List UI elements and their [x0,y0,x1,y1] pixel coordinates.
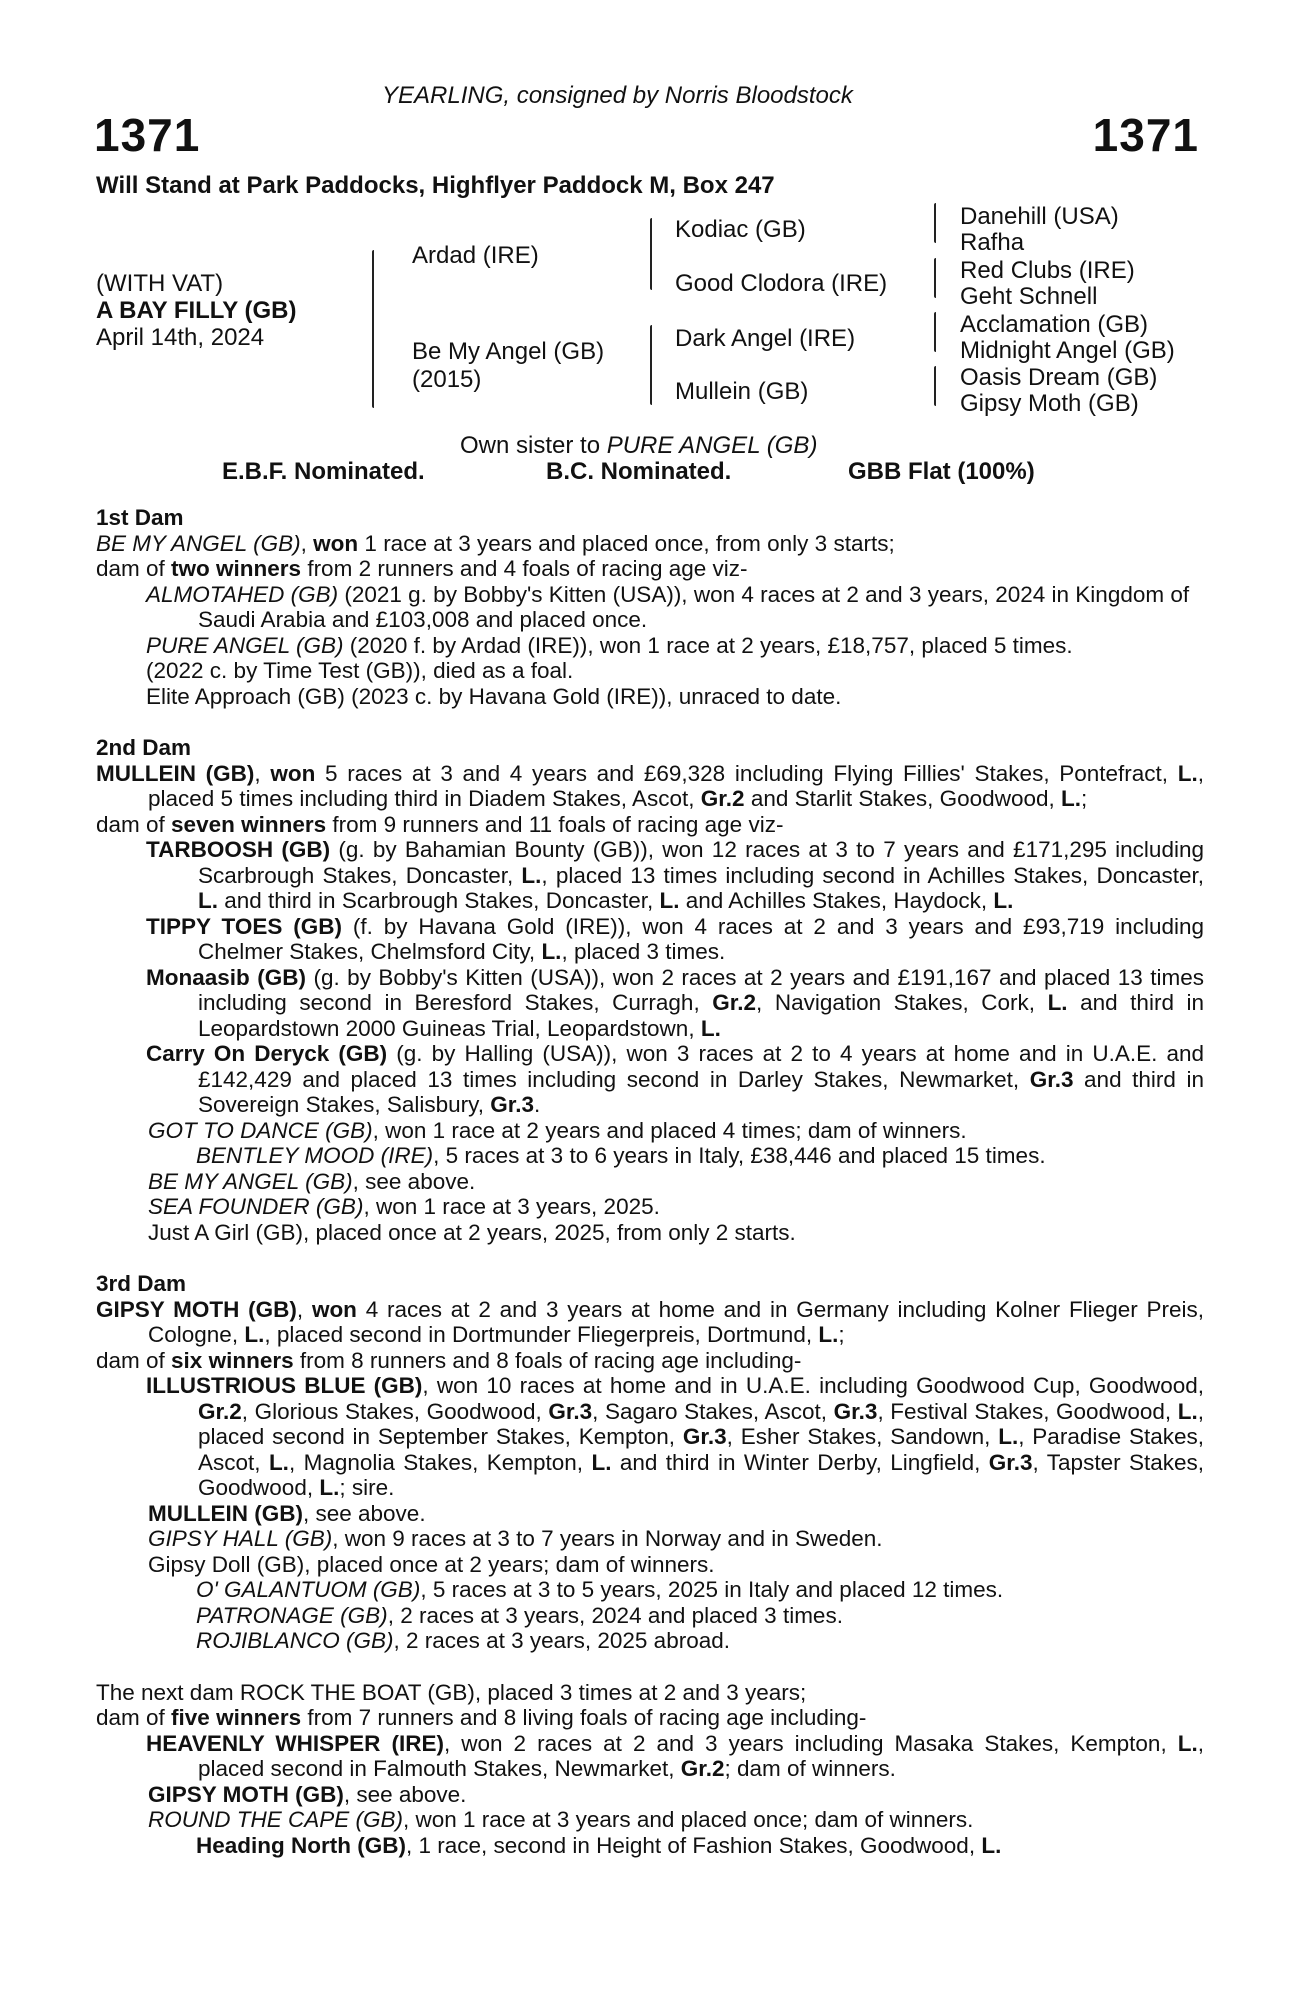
text-part: (f. by Havana Gold (IRE)), won 4 races at 2 and 3 years and £93,719 including Chelmer Stakes, Chelmsford City, [198,913,1204,964]
text-part: ; [838,1322,845,1347]
produce-record: , won 1 race at 3 years and placed once; dam of winners. [403,1807,974,1832]
dam-of-prefix: dam of [96,811,172,837]
produce-record: , 5 races at 3 to 5 years, 2025 in Italy and placed 12 times. [420,1577,1004,1602]
produce-record: , see above. [352,1168,476,1194]
first-dam-title: 1st Dam [96,505,184,530]
group-mark: Gr.2 [198,1398,242,1424]
text-part: , placed second in September Stakes, Kempton, [198,1398,1204,1449]
first-dam-line: BE MY ANGEL (GB), won 1 race at 3 years and placed once, from only 3 starts; [96,530,895,556]
pedigree-brace-g3 [934,312,936,352]
text-part: , placed 3 times. [561,939,726,964]
winners-count: seven winners [171,811,327,837]
dam-sections [96,505,1204,1858]
produce-bentley-mood [96,1143,1204,1169]
text-part: , won 10 races at home and in U.A.E. including Goodwood Cup, Goodwood, [422,1373,1204,1398]
text-part: ; [1081,786,1088,811]
grandsire-2: Rafha [960,229,1025,256]
dam-of-prefix: dam of [96,1347,172,1373]
text-part: (g. by Bahamian Bounty (GB)), won 12 races at 3 to 7 years and £171,295 including Scarbrough Stakes, Doncaster, [198,837,1204,888]
produce-record: , see above. [343,1781,467,1807]
lot-number-right: 1371 [1092,109,1199,161]
pedigree-brace-main [372,250,374,408]
won-word: won [311,1296,357,1322]
listed-mark: L. [818,1322,839,1347]
produce-name: ROUND THE CAPE (GB) [148,1807,404,1832]
text-part: 5 races at 3 and 4 years and £69,328 including Flying Fillies' Stakes, Pontefract, [315,760,1178,786]
horse-dob: April 14th, 2024 [96,324,265,351]
dam-name: Be My Angel (GB) [412,338,605,365]
text-part: , placed second in Falmouth Stakes, Newmarket, [198,1730,1204,1781]
listed-mark: L. [659,888,680,913]
text-part: , won 2 races at 2 and 3 years including Masaka Stakes, Kempton, [443,1730,1178,1756]
group-mark: Gr.2 [712,990,757,1015]
produce-gipsy-doll: Gipsy Doll (GB), placed once at 2 years; dam of winners. [148,1551,715,1577]
listed-mark: L. [998,1424,1019,1449]
produce-tarboosh [96,837,1204,914]
produce-record: , won 1 race at 2 years and placed 4 times; dam of winners. [372,1117,967,1143]
text-part: , Tapster Stakes, Goodwood, [198,1449,1205,1500]
produce-almotahed [96,582,1204,633]
second-dam-title: 2nd Dam [96,735,192,760]
text-part: , 1 race, second in Height of Fashion Stakes, Goodwood, [405,1832,982,1858]
dam-of-prefix: dam of [96,1705,172,1730]
listed-mark: L. [198,888,218,913]
own-sister-name: PURE ANGEL (GB) [606,432,818,459]
text-part: ; sire. [339,1475,395,1500]
produce-summary: from 2 runners and 4 foals of racing age viz- [301,556,748,581]
listed-mark: L. [319,1475,340,1500]
ebf-nomination: E.B.F. Nominated. [222,458,425,485]
listed-mark: L. [591,1449,612,1475]
grandsire-8: Gipsy Moth (GB) [960,390,1139,417]
produce-name: MULLEIN (GB) [148,1500,303,1526]
next-dam-produce-line [96,1705,1204,1731]
group-mark: Gr.3 [682,1424,727,1449]
group-mark: Gr.2 [700,786,745,811]
winners-count: two winners [171,556,302,581]
text-part: and third in Winter Derby, Lingfield, [611,1449,989,1475]
text-part: , Festival Stakes, Goodwood, [877,1398,1178,1424]
own-sister-prefix: Own sister to [460,432,607,459]
produce-record: , 2 races at 3 years, 2024 and placed 3 times. [387,1602,843,1628]
produce-name: GIPSY HALL (GB) [148,1526,333,1551]
grandsire-3: Red Clubs (IRE) [960,257,1135,284]
text-part: and third in Leopardstown 2000 Guineas Trial, Leopardstown, [198,990,1205,1041]
listed-mark: L. [993,888,1014,913]
second-dam-name: MULLEIN (GB) [96,760,255,786]
pedigree-brace-sire [650,218,652,290]
text-part: , Navigation Stakes, Cork, [756,990,1048,1015]
won-word: won [270,760,316,786]
produce-record: , see above. [302,1500,426,1526]
produce-record: , 2 races at 3 years, 2025 abroad. [393,1628,730,1653]
produce-name: Heading North (GB) [196,1832,406,1858]
horse-name: A BAY FILLY (GB) [96,297,297,324]
group-mark: Gr.3 [548,1398,593,1424]
text-part: , Magnolia Stakes, Kempton, [288,1449,592,1475]
gbb-flat: GBB Flat (100%) [848,458,1035,485]
text-part: . [534,1092,541,1117]
second-dam-line: MULLEIN (GB), won 5 races at 3 and 4 years and £69,328 including Flying Fillies' Stakes, Pontefract, L., placed 5 times including third in Diadem Stakes, Ascot, Gr.2 and Starlit Stakes, Goodwood, L.; [96,760,1204,811]
listed-mark: L. [700,1015,721,1041]
produce-summary: from 9 runners and 11 foals of racing age viz- [326,811,784,837]
produce-patronage [96,1603,1204,1629]
produce-record: , 5 races at 3 to 6 years in Italy, £38,446 and placed 15 times. [433,1143,1046,1168]
produce-heading-north [96,1833,1204,1859]
produce-summary: from 8 runners and 8 foals of racing age including- [293,1347,802,1373]
produce-name: GOT TO DANCE (GB) [148,1117,373,1143]
next-dam-line: The next dam ROCK THE BOAT (GB), placed 3 times at 2 and 3 years; [96,1679,807,1705]
produce-pure-angel [96,633,1204,659]
dam-dam: Mullein (GB) [675,378,809,405]
produce-record: , won 1 race at 3 years, 2025. [363,1194,660,1219]
listed-mark: L. [268,1449,289,1475]
grandsire-1: Danehill (USA) [960,203,1119,230]
produce-sea-founder [96,1194,1204,1220]
produce-gipsy-hall [96,1526,1204,1552]
group-mark: Gr.3 [490,1092,535,1117]
next-dam-section [96,1680,1204,1859]
second-dam-section [96,735,1204,1245]
produce-be-my-angel [96,1169,1204,1195]
grandsire-6: Midnight Angel (GB) [960,337,1175,364]
listed-mark: L. [1177,760,1198,786]
listed-mark: L. [981,1832,1002,1858]
produce-name: ROJIBLANCO (GB) [196,1628,394,1653]
text-part: 4 races at 2 and 3 years at home and in Germany including Kolner Flieger Preis, Cologne, [148,1296,1205,1347]
second-dam-produce-line [96,812,1204,838]
produce-name: TARBOOSH (GB) [146,837,331,862]
text-part: and Achilles Stakes, Haydock, [679,888,994,913]
text-part: and third in Sovereign Stakes, Salisbury, [198,1066,1204,1117]
group-mark: Gr.3 [988,1449,1033,1475]
produce-name: PURE ANGEL (GB) [146,632,344,658]
produce-name: Carry On Deryck (GB) [146,1041,388,1066]
text-part: and third in Scarbrough Stakes, Doncaster, [218,888,660,913]
listed-mark: L. [1177,1398,1198,1424]
third-dam-section [96,1271,1204,1654]
group-mark: Gr.3 [1029,1066,1074,1092]
text-part: and Starlit Stakes, Goodwood, [744,786,1061,811]
produce-got-to-dance [96,1118,1204,1144]
listed-mark: L. [244,1322,265,1347]
text-part: , placed 13 times including second in Achilles Stakes, Doncaster, [541,862,1205,888]
produce-record: , won 9 races at 3 to 7 years in Norway and in Sweden. [332,1526,883,1551]
grandsire-7: Oasis Dream (GB) [960,364,1158,391]
produce-name: BE MY ANGEL (GB) [148,1168,353,1194]
first-dam-produce-line [96,556,1204,582]
produce-name: ALMOTAHED (GB) [146,581,339,607]
first-dam-record: 1 race at 3 years and placed once, from only 3 starts; [358,530,895,556]
produce-name: SEA FOUNDER (GB) [148,1194,364,1219]
text-part: , placed 5 times including third in Diadem Stakes, Ascot, [148,760,1204,811]
produce-gipsy-moth [96,1782,1204,1808]
stand-location: Will Stand at Park Paddocks, Highflyer Paddock M, Box 247 [96,172,775,199]
text-part: (g. by Bobby's Kitten (USA)), won 2 races at 2 years and £191,167 and placed 13 times including second in Beresford Stakes, Curragh, [198,964,1204,1015]
produce-name: TIPPY TOES (GB) [146,913,342,939]
winners-count: five winners [171,1705,302,1730]
listed-mark: L. [521,862,542,888]
third-dam-produce-line [96,1348,1204,1374]
won-word: won [313,530,359,556]
produce-name: ILLUSTRIOUS BLUE (GB) [146,1373,423,1398]
third-dam-line: GIPSY MOTH (GB), won 4 races at 2 and 3 years at home and in Germany including Kolner Flieger Preis, Cologne, L., placed second in Dortmunder Fliegerpreis, Dortmund, L.; [96,1296,1205,1347]
third-dam-title: 3rd Dam [96,1271,187,1296]
consignment-line: YEARLING, consigned by Norris Bloodstock [382,82,853,109]
produce-2022-colt: (2022 c. by Time Test (GB)), died as a foal. [146,658,574,683]
produce-o-galantuom [96,1577,1204,1603]
produce-name: HEAVENLY WHISPER (IRE) [146,1730,444,1756]
produce-name: PATRONAGE (GB) [196,1602,388,1628]
produce-summary: from 7 runners and 8 living foals of racing age including- [301,1705,867,1730]
text-part: , Sagaro Stakes, Ascot, [592,1398,834,1424]
pedigree-brace-g1 [934,203,936,243]
text-part: ; dam of winners. [724,1756,896,1781]
winners-count: six winners [171,1347,294,1373]
produce-record: (2021 g. by Bobby's Kitten (USA)), won 4 races at 2 and 3 years, 2024 in Kingdom of Saudi Arabia and £103,008 and placed once. [198,581,1190,632]
listed-mark: L. [1061,786,1081,811]
produce-name: Monaasib (GB) [146,964,306,990]
group-mark: Gr.2 [680,1756,725,1781]
text-part: , placed second in Dortmunder Fliegerpreis, Dortmund, [264,1322,819,1347]
group-mark: Gr.3 [833,1398,878,1424]
grandsire-4: Geht Schnell [960,283,1098,310]
lot-number-left: 1371 [94,109,201,161]
produce-carry-on-deryck [96,1041,1204,1118]
pedigree-brace-g2 [934,258,936,298]
grandsire-5: Acclamation (GB) [960,311,1149,338]
produce-heavenly-whisper [96,1731,1204,1782]
vat-note: (WITH VAT) [96,270,224,297]
produce-mullein [96,1501,1204,1527]
listed-mark: L. [1047,990,1068,1015]
dam-of-prefix: dam of [96,556,172,581]
produce-round-the-cape [96,1807,1204,1833]
produce-rojiblanco [96,1628,1204,1654]
text-part: (g. by Halling (USA)), won 3 races at 2 to 4 years at home and in U.A.E. and £142,429 and placed 13 times including second in Darley Stakes, Newmarket, [198,1041,1204,1092]
own-sister-line [460,432,817,460]
sire-sire: Kodiac (GB) [675,216,806,243]
bc-nomination: B.C. Nominated. [546,458,732,485]
produce-name: GIPSY MOTH (GB) [148,1781,344,1807]
produce-just-a-girl: Just A Girl (GB), placed once at 2 years, 2025, from only 2 starts. [148,1219,796,1245]
text-part: , Glorious Stakes, Goodwood, [241,1398,549,1424]
produce-name: O' GALANTUOM (GB) [196,1577,421,1602]
sire-dam: Good Clodora (IRE) [675,270,888,297]
text-part: , Paradise Stakes, Ascot, [198,1424,1204,1475]
text-part: , Esher Stakes, Sandown, [726,1424,999,1449]
produce-tippy-toes [96,914,1204,965]
produce-record: (2020 f. by Ardad (IRE)), won 1 race at 2 years, £18,757, placed 5 times. [343,632,1073,658]
dam-year: (2015) [412,366,482,393]
sire-name: Ardad (IRE) [412,242,539,269]
produce-illustrious-blue [96,1373,1204,1501]
pedigree-brace-g4 [934,366,936,406]
pedigree-brace-dam [650,325,652,405]
produce-monaasib [96,965,1204,1042]
produce-name: BENTLEY MOOD (IRE) [196,1143,434,1168]
listed-mark: L. [1177,1730,1198,1756]
third-dam-name: GIPSY MOTH (GB) [96,1296,297,1322]
first-dam-section [96,505,1204,709]
first-dam-name: BE MY ANGEL (GB) [96,530,301,556]
produce-elite-approach: Elite Approach (GB) (2023 c. by Havana Gold (IRE)), unraced to date. [146,683,842,709]
listed-mark: L. [541,939,562,964]
dam-sire: Dark Angel (IRE) [675,325,856,352]
